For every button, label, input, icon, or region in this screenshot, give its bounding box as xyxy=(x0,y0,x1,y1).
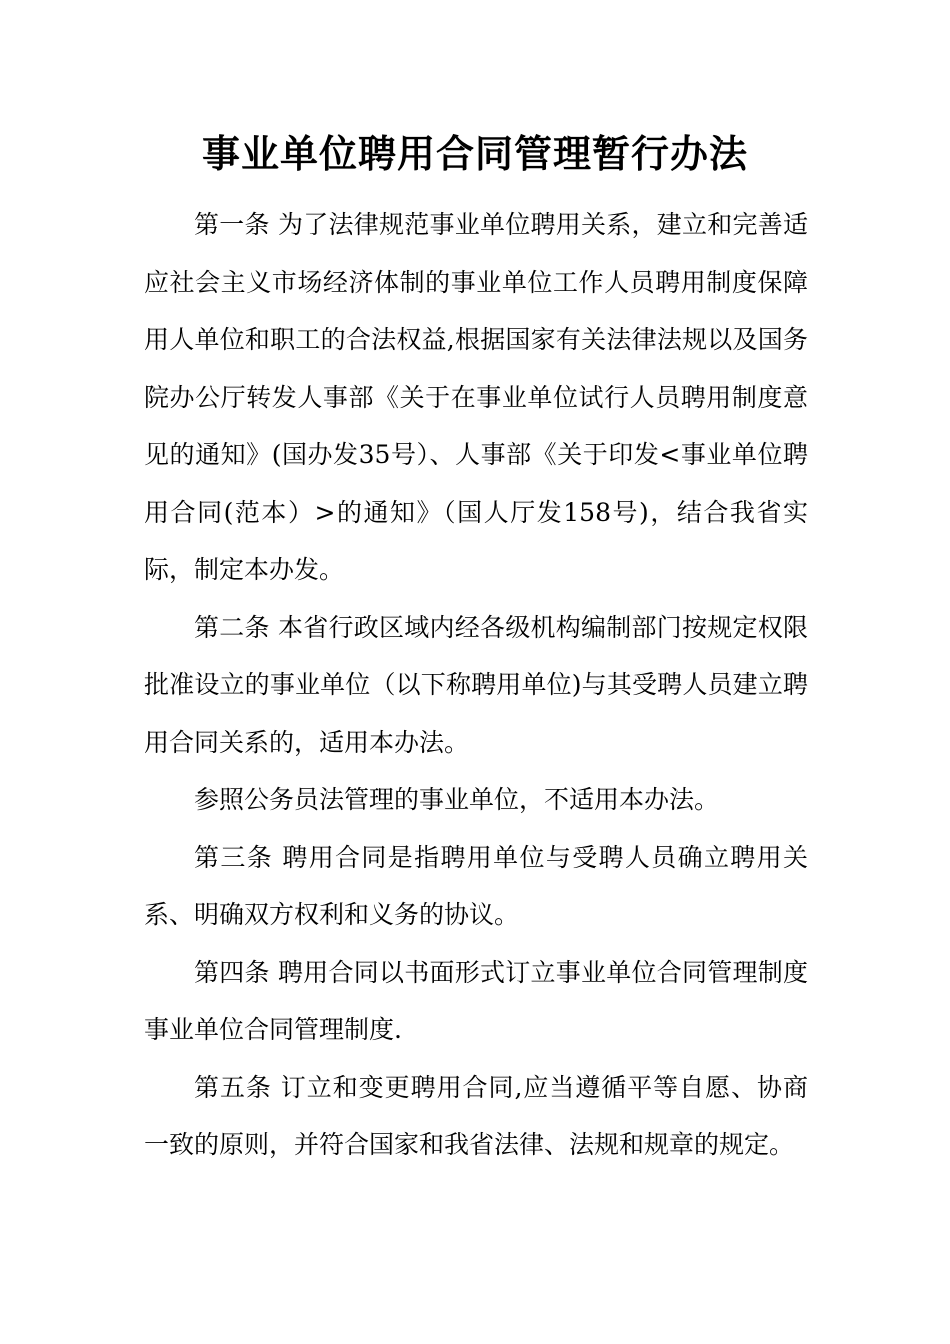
paragraph-article-2: 第二条 本省行政区域内经各级机构编制部门按规定权限批准设立的事业单位（以下称聘用单位)与其受聘人员建立聘用合同关系的，适用本办法。 xyxy=(144,612,808,757)
document-title: 事业单位聘用合同管理暂行办法 xyxy=(201,131,748,176)
paragraph-article-2-note: 参照公务员法管理的事业单位，不适用本办法。 xyxy=(194,785,720,814)
paragraph-article-5: 第五条 订立和变更聘用合同,应当遵循平等自愿、协商一致的原则，并符合国家和我省法律、法规和规章的规定。 xyxy=(144,1072,808,1159)
paragraph-article-4: 第四条 聘用合同以书面形式订立事业单位合同管理制度事业单位合同管理制度. xyxy=(144,957,808,1044)
paragraph-article-3: 第三条 聘用合同是指聘用单位与受聘人员确立聘用关系、明确双方权利和义务的协议。 xyxy=(144,842,808,929)
document-body xyxy=(144,196,808,1174)
paragraph-article-1: 第一条 为了法律规范事业单位聘用关系，建立和完善适应社会主义市场经济体制的事业单位工作人员聘用制度保障用人单位和职工的合法权益,根据国家有关法律法规以及国务院办公厅转发人事部《关于在事业单位试行人员聘用制度意见的通知》(国办发35号）、人事部《关于印发<事业单位聘用合同(范本）>的通知》（国人厅发158号)，结合我省实际，制定本办发。 xyxy=(144,210,808,584)
